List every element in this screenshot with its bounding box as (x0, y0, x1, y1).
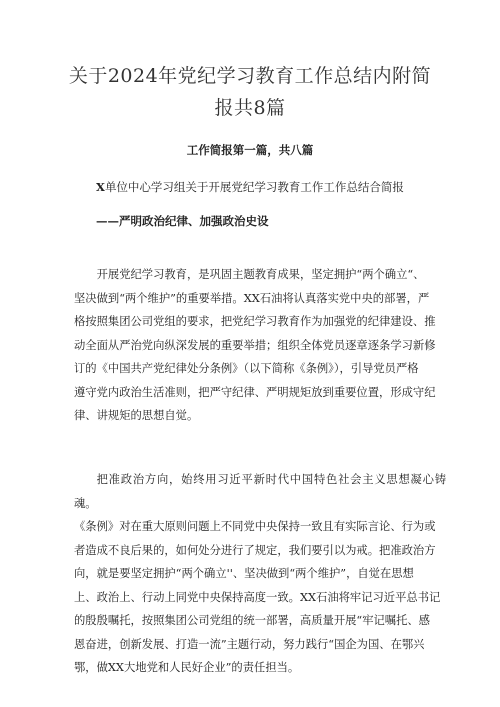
document-title-line-1: 关于2024年党纪学习教育工作总结内附简 (68, 65, 432, 87)
paragraph-line: 格按照集团公司党组的要求，把党纪学习教育作为加强党的纪律建设、推 (74, 315, 436, 328)
report-name-prefix: X (96, 180, 105, 194)
paragraph-line: 的殷殷嘱托，按照集团公司党组的统一部署，高质量开展“牢记嘱托、感 (74, 614, 430, 627)
paragraph-line: 坚决做到“两个维护”的重要举措。XX石油将认真落实党中央的部署，严 (74, 291, 430, 305)
report-subtitle: 工作简报第一篇，共八篇 (186, 143, 314, 157)
paragraph-1 (74, 263, 446, 428)
paragraph-line: 者造成不良后果的，如何处分进行了规定，我们要引以为戒。把准政治方 (74, 543, 436, 557)
paragraph-line: 把准政治方向，始终用习近平新时代中国特色社会主义思想凝心铸魂。 (74, 473, 446, 510)
paragraph-2 (74, 468, 446, 680)
section-heading: ——严明政治纪律、加强政治史设 (96, 214, 269, 228)
report-name-text: 单位中心学习组关于开展党纪学习教育工作工作总结合简报 (104, 180, 404, 194)
paragraph-line: 动全面从严治党向纵深发展的重要举措；组织全体党员逐章逐条学习新修 (74, 338, 436, 352)
report-name (96, 179, 404, 195)
paragraph-line: 恩奋进，创新发展、打造一流”主题行动，努力践行“国企为国、在鄂兴 (74, 637, 425, 651)
paragraph-line: 开展党纪学习教育，是巩固主题教育成果，坚定拥护“两个确立“、 (96, 268, 425, 281)
paragraph-line: 订的《中国共产党纪律处分条例》（以下简称《条例》），引导党员严格 (74, 362, 419, 375)
document-title-line-2: 报共8篇 (214, 97, 286, 119)
paragraph-line: 上、政治上、行动上同党中央保持高度一致。XX石油将牢记习近平总书记 (74, 590, 441, 604)
paragraph-line: 《条例》对在重大原则问题上不同党中央保持一致且有实际言论、行为或 (74, 520, 436, 533)
paragraph-line: 律、讲规矩的思想自觉。 (74, 409, 199, 422)
paragraph-line: 鄂，做XX大地党和人民好企业”的责任担当。 (74, 661, 300, 674)
paragraph-line: 遵守党内政治生活准则，把严守纪律、严明规矩放到重要位置，形成守纪 (74, 385, 436, 399)
paragraph-line: 向，就是要坚定拥护“两个确立''、坚决做到“两个维护”，自觉在思想 (74, 567, 414, 580)
